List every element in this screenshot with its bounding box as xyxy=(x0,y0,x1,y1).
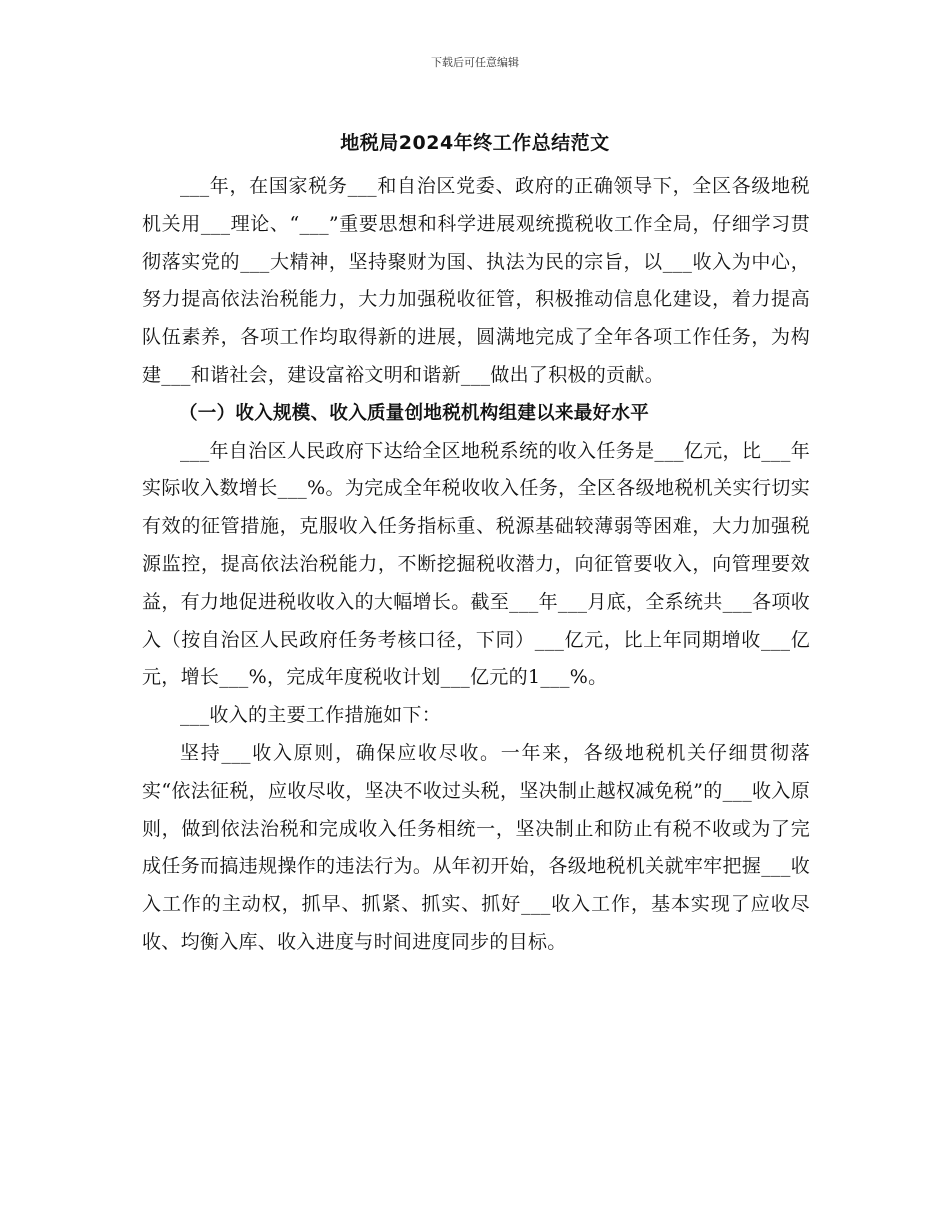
document-title: 地税局2024年终工作总结范文 xyxy=(340,132,610,154)
section-heading-1: （一）收入规模、收入质量创地税机构组建以来最好水平 xyxy=(179,402,650,424)
paragraph-measures-intro: ___收入的主要工作措施如下： xyxy=(180,704,442,727)
paragraph-revenue: ___年自治区人民政府下达给全区地税系统的收入任务是___亿元，比___年实际收入数增长___%。为完成全年税收收入任务，全区各级地税机关实行切实有效的征管措施，克服收入任务指标重、税源基础较薄弱等困难，大力加强税源监控，提高依法治税能力，不断挖掘税收潜力，向征管要收入，向管理要效益，有力地促进税收收入的大幅增长。截至___年___月底，全系统共___各项收入（按自治区人民政府任务考核口径，下同）___亿元，比上年同期增收___亿元，增长___%，完成年度税收计划___亿元的1___%。 xyxy=(142,439,810,689)
paragraph-principle: 坚持___收入原则，确保应收尽收。一年来，各级地税机关仔细贯彻落实“依法征税，应收尽收，坚决不收过头税，坚决制止越权减免税”的___收入原则，做到依法治税和完成收入任务相统一，坚决制止和防止有税不收或为了完成任务而搞违规操作的违法行为。从年初开始，各级地税机关就牢牢把握___收入工作的主动权，抓早、抓紧、抓实、抓好___收入工作，基本实现了应收尽收、均衡入库、收入进度与时间进度同步的目标。 xyxy=(142,741,810,953)
paragraph-intro: ___年，在国家税务___和自治区党委、政府的正确领导下，全区各级地税机关用___理论、“___”重要思想和科学进展观统揽税收工作全局，仔细学习贯彻落实党的___大精神，坚持聚财为国、执法为民的宗旨，以___收入为中心，努力提高依法治税能力，大力加强税收征管，积极推动信息化建设，着力提高队伍素养，各项工作均取得新的进展，圆满地完成了全年各项工作任务，为构建___和谐社会，建设富裕文明和谐新___做出了积极的贡献。 xyxy=(142,175,810,386)
header-note: 下载后可任意编辑 xyxy=(431,56,519,69)
document-body xyxy=(142,168,810,962)
